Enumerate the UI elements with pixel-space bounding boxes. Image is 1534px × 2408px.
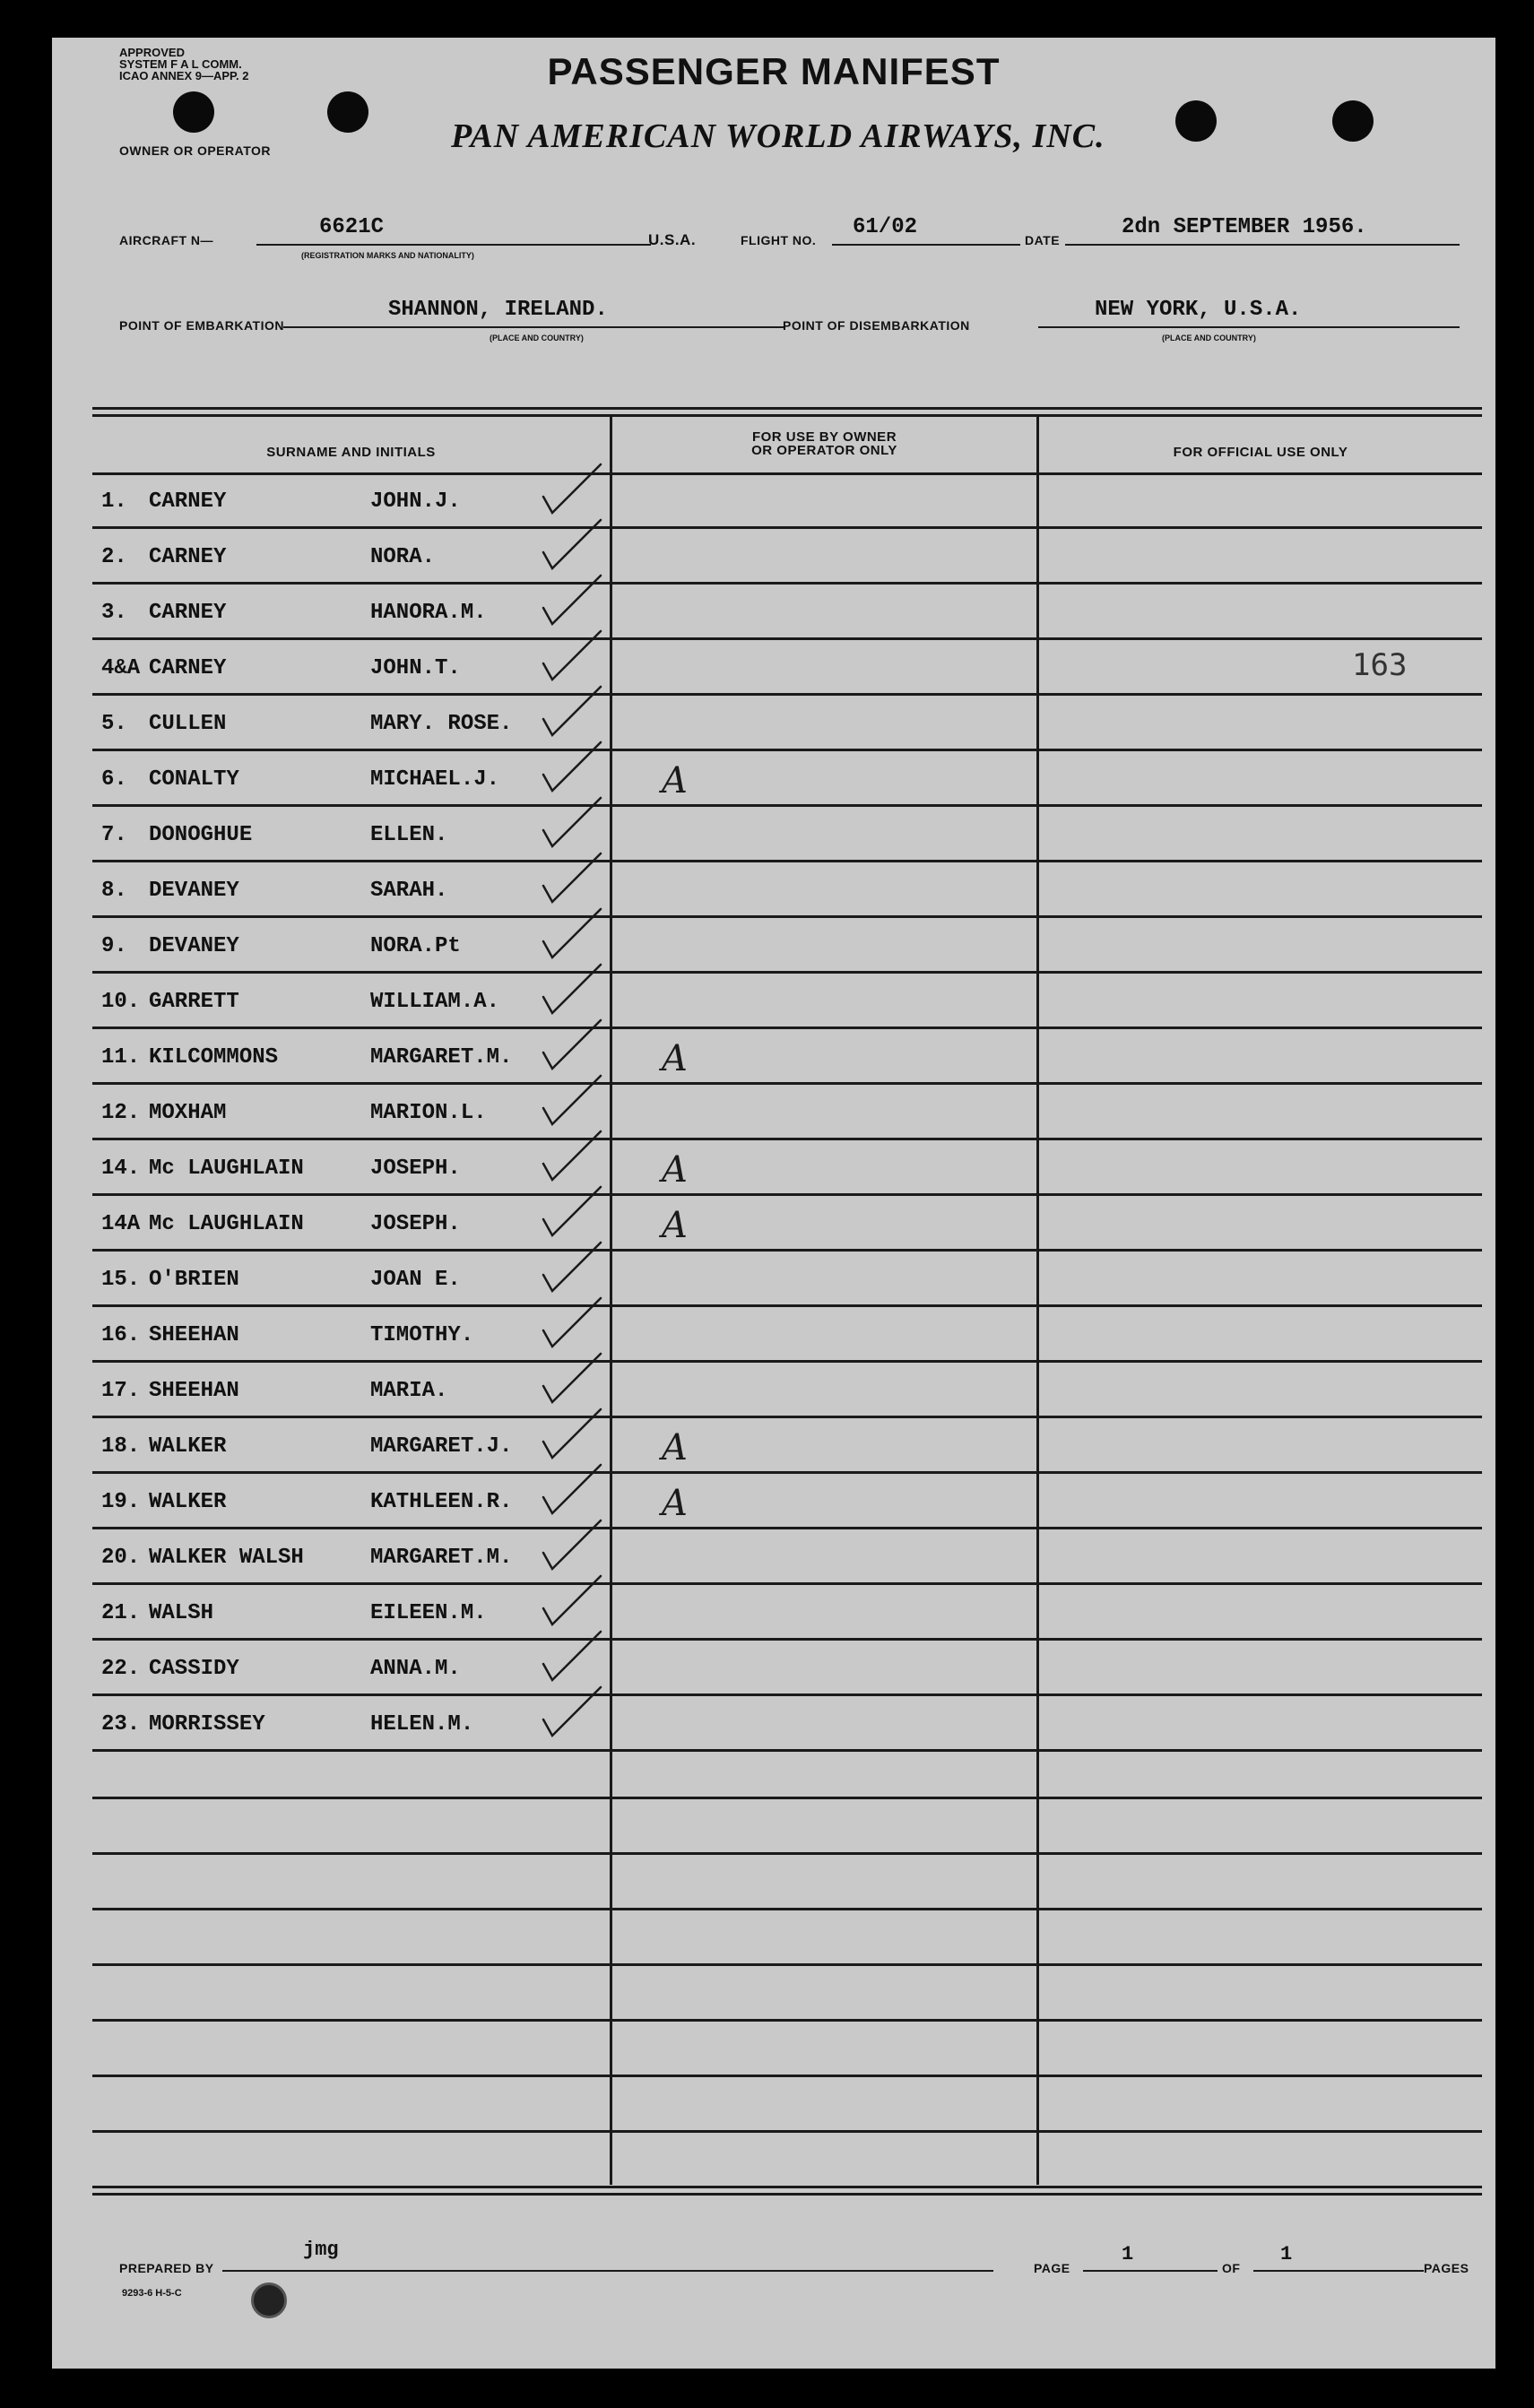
- disembarkation-value: NEW YORK, U.S.A.: [1095, 298, 1302, 322]
- flight-label: FLIGHT NO.: [741, 233, 817, 247]
- svg-text:A: A: [662, 1483, 688, 1524]
- of-label: OF: [1222, 2261, 1241, 2275]
- row-number: 15.: [101, 1268, 141, 1292]
- row-number: 16.: [101, 1323, 141, 1347]
- embarkation-label: POINT OF EMBARKATION: [119, 318, 284, 333]
- prepared-by-value: jmg: [303, 2239, 339, 2261]
- passenger-given-names: MARION.L.: [370, 1101, 487, 1125]
- svg-text:A: A: [662, 1205, 688, 1246]
- registration-caption: (REGISTRATION MARKS AND NATIONALITY): [301, 251, 474, 260]
- approval-line: SYSTEM F A L COMM.: [119, 57, 242, 71]
- passenger-given-names: NORA.: [370, 545, 436, 569]
- page-label: PAGE: [1034, 2261, 1070, 2275]
- passenger-surname: WALKER: [149, 1434, 227, 1459]
- passenger-given-names: TIMOTHY.: [370, 1323, 474, 1347]
- owner-label: OWNER OR OPERATOR: [119, 143, 271, 158]
- passenger-surname: WALSH: [149, 1601, 214, 1625]
- passenger-surname: DONOGHUE: [149, 823, 253, 847]
- passenger-surname: MORRISSEY: [149, 1712, 265, 1737]
- row-number: 17.: [101, 1379, 141, 1403]
- row-number: 3.: [101, 601, 127, 625]
- passenger-given-names: WILLIAM.A.: [370, 990, 500, 1014]
- svg-text:A: A: [662, 1427, 688, 1468]
- date-label: DATE: [1025, 233, 1061, 247]
- row-number: 9.: [101, 934, 127, 958]
- row-number: 14A: [101, 1212, 141, 1236]
- row-number: 8.: [101, 879, 127, 903]
- passenger-given-names: JOSEPH.: [370, 1212, 461, 1236]
- embarkation-value: SHANNON, IRELAND.: [388, 298, 608, 322]
- passenger-surname: CULLEN: [149, 712, 227, 736]
- row-number: 14.: [101, 1156, 141, 1181]
- passenger-given-names: JOHN.T.: [370, 656, 461, 680]
- passenger-given-names: JOSEPH.: [370, 1156, 461, 1181]
- passenger-surname: DEVANEY: [149, 879, 239, 903]
- manifest-sheet: [52, 38, 1495, 2369]
- nationality-label: U.S.A.: [648, 231, 697, 248]
- passenger-surname: CARNEY: [149, 656, 227, 680]
- passenger-given-names: HANORA.M.: [370, 601, 487, 625]
- blank-row-rule: [92, 2075, 1482, 2077]
- passenger-given-names: MARY. ROSE.: [370, 712, 513, 736]
- passenger-surname: WALKER: [149, 1490, 227, 1514]
- passenger-surname: WALKER WALSH: [149, 1546, 304, 1570]
- row-number: 18.: [101, 1434, 141, 1459]
- passenger-given-names: SARAH.: [370, 879, 448, 903]
- row-number: 4&A: [101, 656, 141, 680]
- pages-total: 1: [1280, 2243, 1293, 2265]
- passenger-surname: CARNEY: [149, 545, 227, 569]
- date-value: 2dn SEPTEMBER 1956.: [1122, 215, 1367, 239]
- passenger-surname: KILCOMMONS: [149, 1045, 279, 1070]
- passenger-surname: O'BRIEN: [149, 1268, 239, 1292]
- row-number: 20.: [101, 1546, 141, 1570]
- svg-text:A: A: [662, 1149, 688, 1191]
- blank-row-rule: [92, 1852, 1482, 1855]
- row-number: 7.: [101, 823, 127, 847]
- svg-text:A: A: [662, 760, 688, 801]
- passenger-given-names: MICHAEL.J.: [370, 767, 500, 792]
- passenger-given-names: MARGARET.M.: [370, 1045, 513, 1070]
- stamp-icon: [251, 2282, 287, 2318]
- official-use-note: 163: [1352, 647, 1408, 683]
- passenger-surname: Mc LAUGHLAIN: [149, 1212, 304, 1236]
- passenger-surname: CARNEY: [149, 601, 227, 625]
- passenger-given-names: MARGARET.J.: [370, 1434, 513, 1459]
- aircraft-label: AIRCRAFT N—: [119, 233, 214, 247]
- prepared-by-label: PREPARED BY: [119, 2261, 214, 2275]
- row-number: 12.: [101, 1101, 141, 1125]
- row-number: 22.: [101, 1657, 141, 1681]
- passenger-given-names: EILEEN.M.: [370, 1601, 487, 1625]
- blank-row-rule: [92, 1963, 1482, 1966]
- passenger-given-names: ELLEN.: [370, 823, 448, 847]
- column-header-official: FOR OFFICIAL USE ONLY: [1173, 445, 1348, 460]
- row-number: 23.: [101, 1712, 141, 1737]
- passenger-given-names: JOHN.J.: [370, 489, 461, 514]
- approval-line: ICAO ANNEX 9—APP. 2: [119, 69, 249, 82]
- passenger-surname: SHEEHAN: [149, 1379, 239, 1403]
- row-number: 6.: [101, 767, 127, 792]
- blank-row-rule: [92, 2019, 1482, 2022]
- passenger-surname: MOXHAM: [149, 1101, 227, 1125]
- flight-value: 61/02: [853, 215, 918, 239]
- passenger-given-names: MARIA.: [370, 1379, 448, 1403]
- passenger-surname: CARNEY: [149, 489, 227, 514]
- page-number: 1: [1122, 2243, 1134, 2265]
- blank-row-rule: [92, 2130, 1482, 2133]
- row-number: 1.: [101, 489, 127, 514]
- operator-name: PAN AMERICAN WORLD AIRWAYS, INC.: [451, 117, 1105, 155]
- blank-row-rule: [92, 1797, 1482, 1799]
- disembarkation-label: POINT OF DISEMBARKATION: [783, 318, 970, 333]
- blank-row-rule: [92, 1908, 1482, 1910]
- pages-label: PAGES: [1424, 2261, 1469, 2275]
- passenger-given-names: ANNA.M.: [370, 1657, 461, 1681]
- page-title: PASSENGER MANIFEST: [547, 50, 1001, 92]
- passenger-given-names: NORA.Pt: [370, 934, 461, 958]
- row-number: 19.: [101, 1490, 141, 1514]
- passenger-surname: Mc LAUGHLAIN: [149, 1156, 304, 1181]
- row-number: 10.: [101, 990, 141, 1014]
- passenger-surname: GARRETT: [149, 990, 239, 1014]
- row-number: 2.: [101, 545, 127, 569]
- row-number: 5.: [101, 712, 127, 736]
- form-code: 9293-6 H-5-C: [122, 2288, 182, 2299]
- blank-rows: [52, 38, 1495, 2369]
- passenger-given-names: HELEN.M.: [370, 1712, 474, 1737]
- passenger-given-names: KATHLEEN.R.: [370, 1490, 513, 1514]
- column-header-owner-line: FOR USE BY OWNER: [751, 429, 897, 445]
- embarkation-caption: (PLACE AND COUNTRY): [490, 333, 584, 342]
- approval-line: APPROVED: [119, 46, 185, 59]
- row-number: 11.: [101, 1045, 141, 1070]
- passenger-surname: SHEEHAN: [149, 1323, 239, 1347]
- passenger-surname: DEVANEY: [149, 934, 239, 958]
- column-header-surname: SURNAME AND INITIALS: [266, 445, 436, 460]
- svg-text:A: A: [662, 1038, 688, 1079]
- passenger-given-names: MARGARET.M.: [370, 1546, 513, 1570]
- passenger-given-names: JOAN E.: [370, 1268, 461, 1292]
- column-header-owner-line: OR OPERATOR ONLY: [751, 443, 897, 458]
- passenger-surname: CASSIDY: [149, 1657, 239, 1681]
- row-number: 21.: [101, 1601, 141, 1625]
- passenger-surname: CONALTY: [149, 767, 239, 792]
- aircraft-value: 6621C: [319, 215, 385, 239]
- disembarkation-caption: (PLACE AND COUNTRY): [1162, 333, 1256, 342]
